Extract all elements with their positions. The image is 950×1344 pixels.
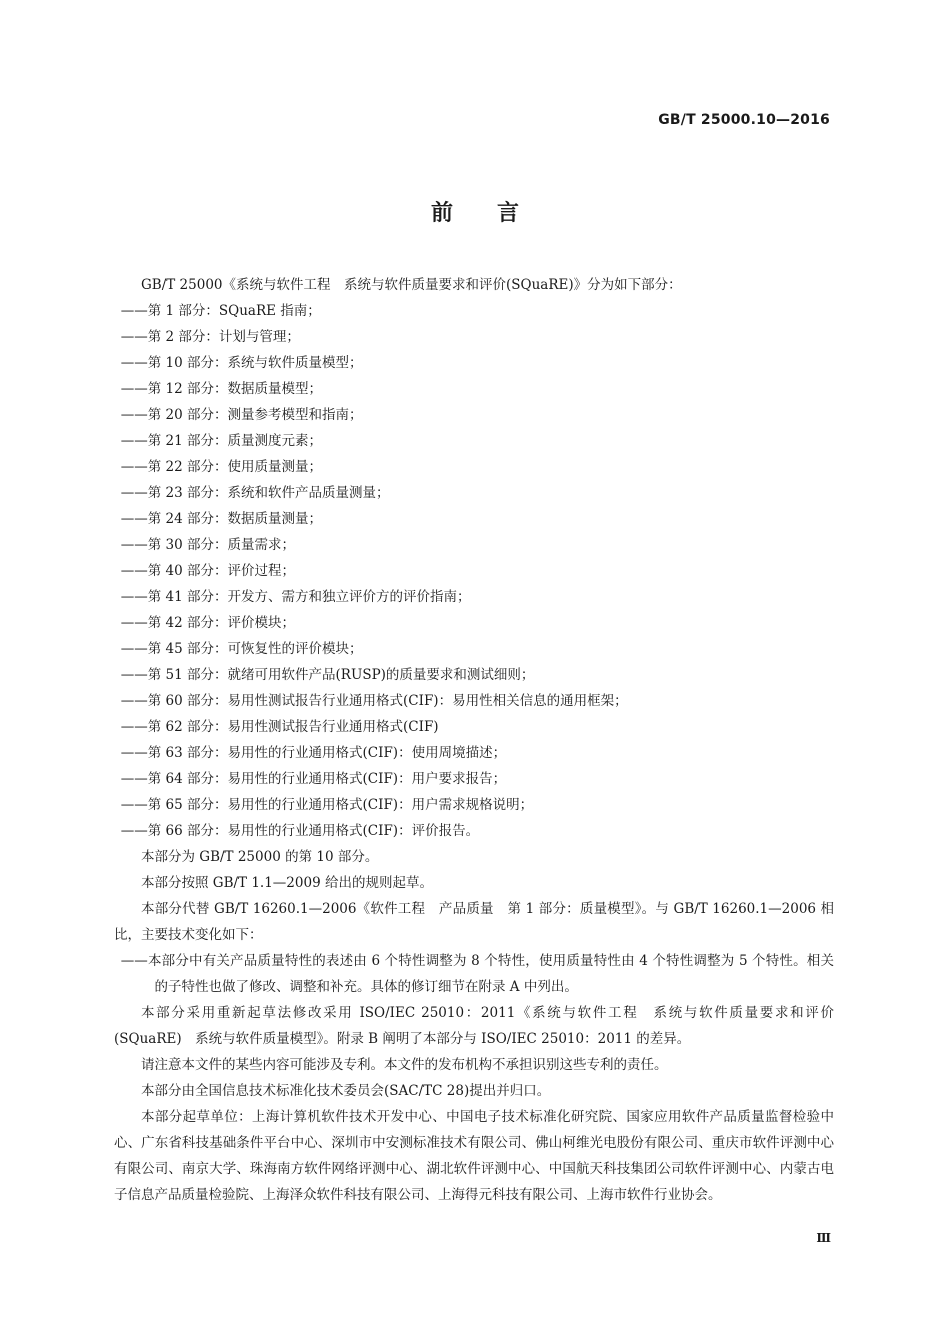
standard-code: GB/T 25000.10—2016 [658, 112, 830, 128]
adoption-paragraph: 本部分采用重新起草法修改采用 ISO/IEC 25010：2011《系统与软件工程 系统与软件质量要求和评价(SQuaRE) 系统与软件质量模型》。附录 B 阐明了本部分与 ISO/IEC 25010：2011 的差异。 [114, 1005, 834, 1047]
part-list-item: ——第 10 部分：系统与软件质量模型； [120, 355, 363, 371]
part-list-item: ——第 22 部分：使用质量测量； [120, 459, 323, 475]
part-list-item: ——第 42 部分：评价模块； [120, 615, 296, 631]
part-list-item: ——第 24 部分：数据质量测量； [120, 511, 323, 527]
page-number: Ⅲ [816, 1231, 830, 1245]
part-list-item: ——第 21 部分：质量测度元素； [120, 433, 323, 449]
part-list-item: ——第 65 部分：易用性的行业通用格式(CIF)：用户需求规格说明； [120, 797, 534, 813]
change-item: ——本部分中有关产品质量特性的表述由 6 个特性调整为 8 个特性，使用质量特性由 4 个特性调整为 5 个特性。相关的子特性也做了修改、调整和补充。具体的修订细节在附录 A 中列出。 [120, 953, 834, 995]
replaces-paragraph: 本部分代替 GB/T 16260.1—2006《软件工程 产品质量 第 1 部分：质量模型》。与 GB/T 16260.1—2006 相比，主要技术变化如下： [114, 901, 834, 943]
part-list-item: ——第 51 部分：就绪可用软件产品(RUSP)的质量要求和测试细则； [120, 667, 535, 683]
part-of-paragraph: 本部分为 GB/T 25000 的第 10 部分。 [141, 849, 379, 865]
part-list-item: ——第 62 部分：易用性测试报告行业通用格式(CIF) [120, 719, 439, 735]
drafters-paragraph: 本部分起草单位：上海计算机软件技术开发中心、中国电子技术标准化研究院、国家应用软件产品质量监督检验中心、广东省科技基础条件平台中心、深圳市中安测标准技术有限公司、佛山柯维光电股份有限公司、重庆市软件评测中心有限公司、南京大学、珠海南方软件网络评测中心、湖北软件评测中心、中国航天科技集团公司软件评测中心、内蒙古电子信息产品质量检验院、上海泽众软件科技有限公司、上海得元科技有限公司、上海市软件行业协会。 [114, 1109, 834, 1203]
patent-paragraph: 请注意本文件的某些内容可能涉及专利。本文件的发布机构不承担识别这些专利的责任。 [141, 1057, 668, 1073]
proposed-by-paragraph: 本部分由全国信息技术标准化技术委员会(SAC/TC 28)提出并归口。 [141, 1083, 551, 1099]
parts-list [114, 298, 834, 844]
part-list-item: ——第 20 部分：测量参考模型和指南； [120, 407, 363, 423]
part-list-item: ——第 2 部分：计划与管理； [120, 329, 300, 345]
part-list-item: ——第 23 部分：系统和软件产品质量测量； [120, 485, 390, 501]
part-list-item: ——第 63 部分：易用性的行业通用格式(CIF)：使用周境描述； [120, 745, 507, 761]
part-list-item: ——第 60 部分：易用性测试报告行业通用格式(CIF)：易用性相关信息的通用框架； [120, 693, 628, 709]
part-list-item: ——第 41 部分：开发方、需方和独立评价方的评价指南； [120, 589, 471, 605]
part-list-item: ——第 30 部分：质量需求； [120, 537, 296, 553]
part-list-item: ——第 66 部分：易用性的行业通用格式(CIF)：评价报告。 [120, 823, 480, 839]
part-list-item: ——第 64 部分：易用性的行业通用格式(CIF)：用户要求报告； [120, 771, 507, 787]
part-list-item: ——第 1 部分：SQuaRE 指南； [120, 303, 321, 319]
drafting-rules-paragraph: 本部分按照 GB/T 1.1—2009 给出的规则起草。 [141, 875, 433, 891]
part-list-item: ——第 12 部分：数据质量模型； [120, 381, 323, 397]
part-list-item: ——第 40 部分：评价过程； [120, 563, 296, 579]
foreword-body [114, 272, 834, 1208]
page-title: 前言 [430, 201, 563, 226]
intro-paragraph: GB/T 25000《系统与软件工程 系统与软件质量要求和评价(SQuaRE)》分为如下部分： [141, 277, 682, 293]
part-list-item: ——第 45 部分：可恢复性的评价模块； [120, 641, 363, 657]
